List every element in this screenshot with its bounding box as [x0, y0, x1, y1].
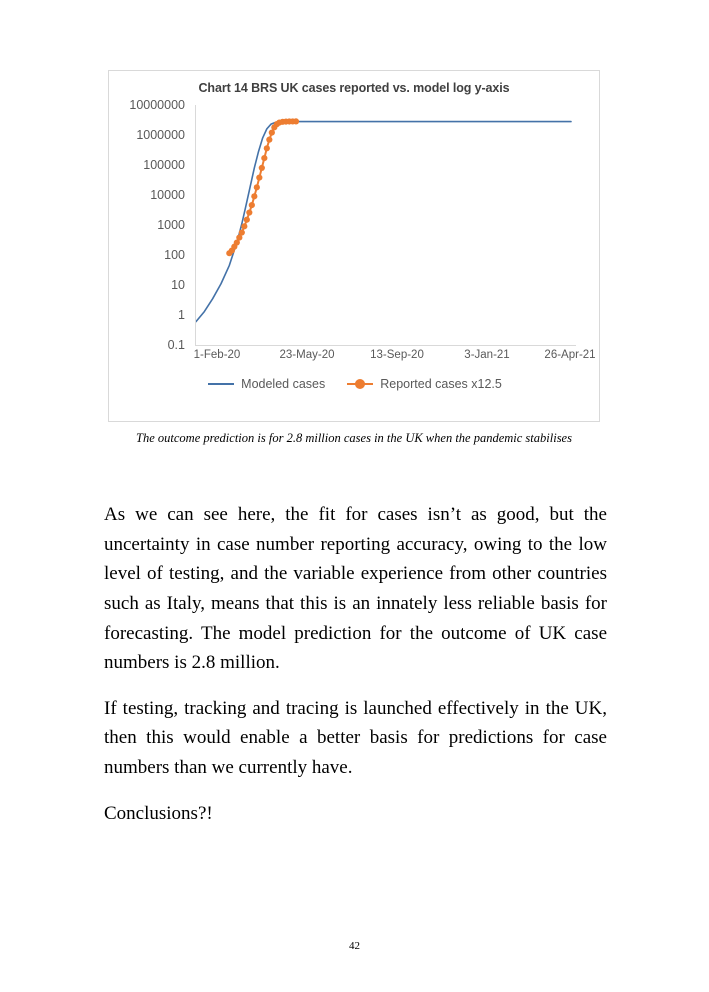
paragraph-1: As we can see here, the fit for cases isn’t as good, but the uncertainty in case number reporting accuracy, owing to the low level of testing, and the variable experience from other countries such as Italy, means that this is an innately less reliable basis for forecasting. The model prediction for the outcome of UK case numbers is 2.8 million. [104, 504, 607, 674]
legend-item-modeled-cases [208, 377, 325, 391]
y-tick-label: 10000 [150, 188, 185, 202]
legend-label: Modeled cases [241, 377, 326, 391]
y-tick-label: 10000000 [129, 98, 185, 112]
legend-line-icon [208, 383, 234, 385]
chart-container [108, 70, 600, 422]
y-tick-label: 100000 [143, 158, 185, 172]
body-text [104, 500, 607, 828]
x-tick-label: 3-Jan-21 [464, 349, 510, 361]
page-number: 42 [349, 940, 360, 952]
chart-title: Chart 14 BRS UK cases reported vs. model log y-axis [198, 81, 510, 95]
chart-svg [196, 105, 576, 345]
legend-item-reported-cases [347, 377, 502, 391]
figure-caption: The outcome prediction is for 2.8 million cases in the UK when the pandemic stabilises [136, 431, 572, 445]
y-axis-tick-labels [109, 98, 191, 352]
paragraph-2: If testing, tracking and tracing is launched effectively in the UK, then this would enable a better basis for predictions for case numbers than we currently have. [104, 697, 607, 778]
x-tick-label: 1-Feb-20 [193, 349, 241, 361]
x-axis-tick-labels [193, 349, 596, 369]
y-tick-label: 100 [164, 248, 185, 262]
legend-label: Reported cases x12.5 [380, 377, 502, 391]
y-tick-label: 0.1 [167, 338, 185, 352]
legend-marker-icon [347, 379, 373, 389]
x-tick-label: 13-Sep-20 [370, 349, 424, 361]
x-tick-label: 23-May-20 [279, 349, 335, 361]
y-tick-label: 1 [178, 308, 185, 322]
plot-wrapper [109, 98, 601, 373]
x-tick-label: 26-Apr-21 [544, 349, 596, 361]
series-modeled-cases [196, 122, 571, 322]
y-tick-label: 1000 [157, 218, 185, 232]
y-tick-label: 10 [171, 278, 185, 292]
plot-area [195, 105, 576, 346]
paragraph-3: Conclusions?! [104, 802, 213, 824]
y-tick-label: 1000000 [136, 128, 185, 142]
chart-legend [109, 377, 601, 391]
figure-block [108, 70, 600, 447]
